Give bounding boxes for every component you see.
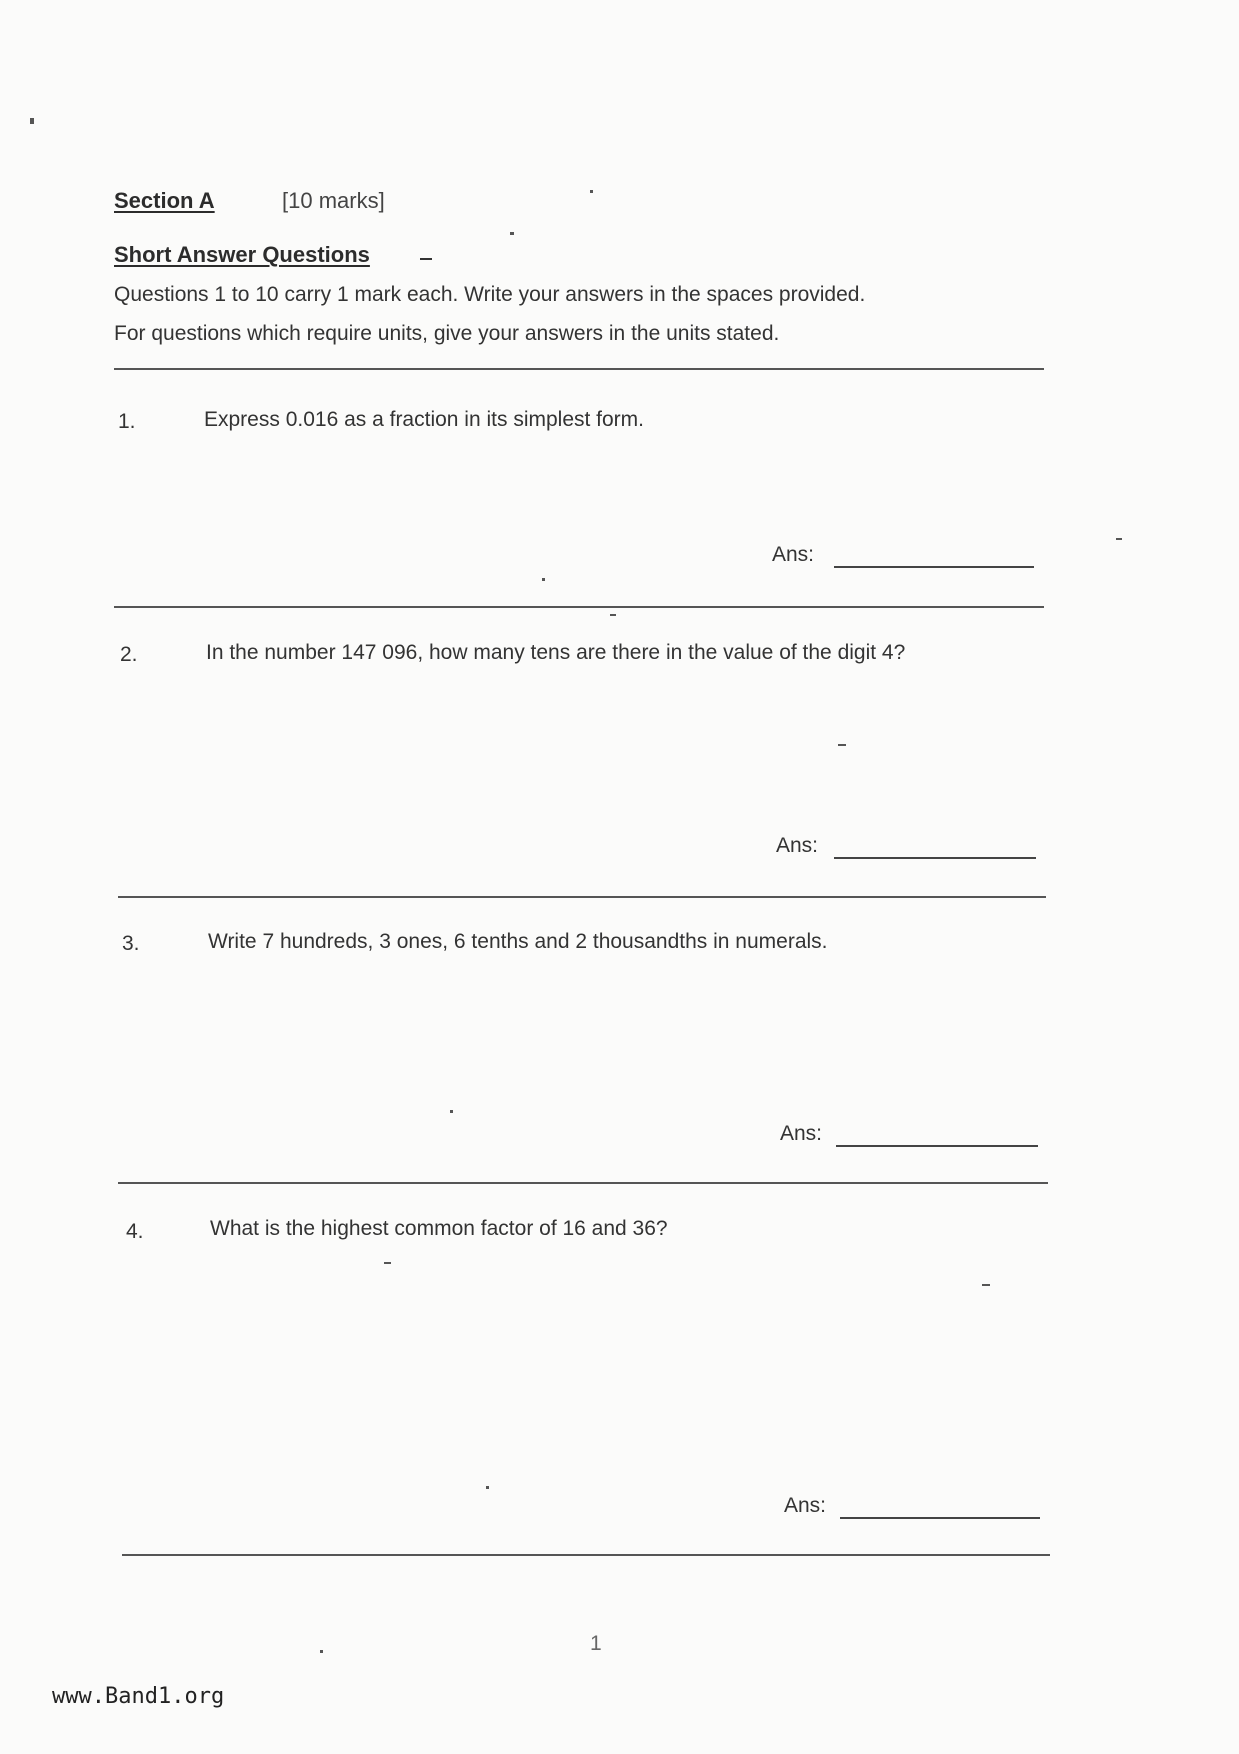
answer-label: Ans:	[780, 1122, 823, 1145]
question-divider	[118, 896, 1046, 898]
answer-label: Ans:	[776, 834, 819, 857]
scan-speck	[384, 1262, 391, 1264]
question-divider	[114, 606, 1044, 608]
question-text: Write 7 hundreds, 3 ones, 6 tenths and 2 thousandths in numerals.	[208, 930, 828, 953]
instruction-line-1: Questions 1 to 10 carry 1 mark each. Write your answers in the spaces provided.	[114, 283, 866, 306]
section-title: Section A	[114, 188, 215, 213]
scan-speck	[450, 1110, 453, 1113]
instruction-line-2: For questions which require units, give your answers in the units stated.	[114, 322, 780, 345]
scan-speck	[590, 190, 593, 193]
scan-speck	[982, 1284, 990, 1286]
page-number: 1	[590, 1632, 602, 1655]
answer-label: Ans:	[784, 1494, 827, 1517]
question-text: Express 0.016 as a fraction in its simplest form.	[204, 408, 645, 431]
scan-speck	[486, 1486, 489, 1489]
answer-line[interactable]	[840, 1517, 1040, 1519]
scan-speck	[610, 614, 616, 616]
scan-speck	[510, 232, 514, 235]
dash-mark	[420, 258, 432, 260]
scan-speck	[542, 578, 545, 581]
question-number: 2.	[120, 643, 138, 666]
subtitle: Short Answer Questions	[114, 242, 370, 267]
scan-speck	[320, 1650, 323, 1653]
question-text: In the number 147 096, how many tens are there in the value of the digit 4?	[206, 641, 906, 664]
scan-speck	[838, 744, 846, 746]
answer-line[interactable]	[836, 1145, 1038, 1147]
scan-speck	[1116, 538, 1122, 540]
scan-speck	[30, 118, 34, 124]
watermark: www.Band1.org	[52, 1684, 225, 1709]
answer-label: Ans:	[772, 543, 815, 566]
section-marks: [10 marks]	[282, 188, 385, 213]
question-text: What is the highest common factor of 16 and 36?	[210, 1217, 668, 1240]
question-number: 1.	[118, 410, 136, 433]
answer-line[interactable]	[834, 566, 1034, 568]
question-number: 3.	[122, 932, 140, 955]
question-number: 4.	[126, 1220, 144, 1243]
answer-line[interactable]	[834, 857, 1036, 859]
question-divider	[122, 1554, 1050, 1556]
header-rule	[114, 368, 1044, 370]
question-divider	[118, 1182, 1048, 1184]
